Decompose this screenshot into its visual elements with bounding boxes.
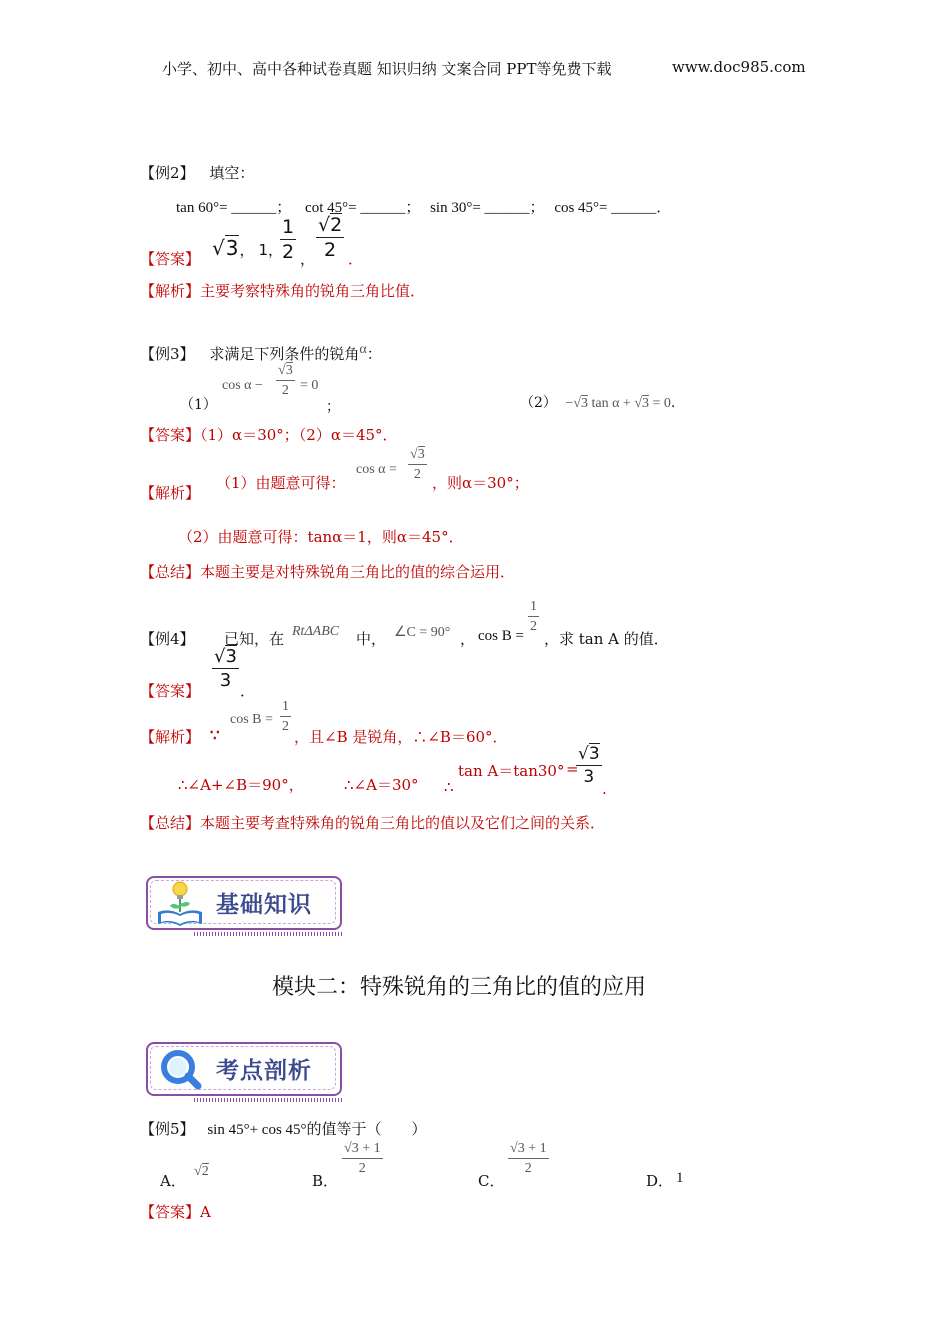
ex3-label: 【例3】 xyxy=(140,345,195,363)
option-b-fraction[interactable]: $\frac{√3 + 1}{2}$ xyxy=(344,1141,381,1176)
ex4-analysis-line2: ∴∠A+∠B＝90°， ∴∠A＝30° ∴ tan A＝tan30° = $\frac{√3}{3}$ . xyxy=(178,744,607,798)
ex3-summary xyxy=(140,561,515,582)
option-b-label[interactable]: B． xyxy=(312,1172,339,1190)
answer-tag: 【答案】 xyxy=(140,250,201,268)
banner-title: 考点剖析 xyxy=(216,1058,312,1084)
ex2-answer-math: √3， 1， xyxy=(212,236,284,260)
ex4-q-mid: 中， xyxy=(356,630,387,648)
analysis-tag: 【解析】 xyxy=(140,728,201,746)
ex3-question: 求满足下列条件的锐角 xyxy=(209,345,360,363)
magnifier-icon xyxy=(154,1046,206,1094)
book-lightbulb-icon xyxy=(152,878,208,932)
ex3-p2-expr: −√3 tan α + √3 = 0 xyxy=(565,396,671,411)
ex3-p1-label: （1） xyxy=(180,397,217,413)
ex5-answer xyxy=(140,1201,211,1222)
answer-tag: 【答案】 xyxy=(140,682,201,700)
ex3-part2: （2） −√3 tan α + √3 = 0. xyxy=(520,395,676,411)
ex3-answer xyxy=(140,424,398,445)
sqrt-symbol: √3 xyxy=(212,236,239,260)
ex4-tan-fraction: $\frac{√3}{3}$ xyxy=(578,744,600,787)
header-bar xyxy=(162,58,806,79)
ex4-cos: cos B = xyxy=(478,628,524,644)
ex2-answer-fraction-half: $\frac{1}{2}$ xyxy=(282,216,295,263)
ex2-analysis-text: 主要考察特殊角的锐角三角比值． xyxy=(200,282,426,300)
ex4-analysis: 【解析】 ∵ cos B = $\frac{1}{2}$ ，且∠B 是锐角，∴∠B＝60°． xyxy=(140,699,508,746)
banner-title: 基础知识 xyxy=(216,892,312,918)
ex4-an-fraction: $\frac{1}{2}$ xyxy=(282,699,289,734)
option-d-label[interactable]: D． xyxy=(646,1172,674,1190)
ex4-an-cos: cos B = xyxy=(230,712,273,727)
ex2-analysis xyxy=(140,280,425,301)
ex4-question: 【例4】 已知，在 RtΔABC 中， ∠C = 90° ， cos B = $\frac{1}{2}$ ，求 tan A 的值． xyxy=(140,599,669,648)
ex3-p2-label: （2） xyxy=(520,395,557,411)
ex5-options xyxy=(160,1136,700,1188)
ex5-label: 【例5】 xyxy=(140,1120,195,1138)
option-a-label[interactable]: A． xyxy=(160,1172,186,1190)
header-text: 小学、初中、高中各种试卷真题 知识归纳 文案合同 PPT等免费下载 xyxy=(162,60,612,78)
ex2-questions xyxy=(176,196,671,217)
ex3-p1-fraction: $\frac{√3}{2}$ xyxy=(278,363,293,398)
ex3-heading: 【例3】 求满足下列条件的锐角α： xyxy=(140,342,382,363)
answer-tag: 【答案】 xyxy=(140,426,201,444)
option-c-label[interactable]: C． xyxy=(478,1172,505,1190)
option-a-value[interactable]: √2 xyxy=(194,1164,209,1179)
banner-basic-knowledge xyxy=(146,876,344,936)
summary-tag: 【总结】 xyxy=(140,563,201,581)
ex3-p1-rhs: = 0 xyxy=(300,378,319,393)
ex4-answer-fraction: $\frac{√3}{3}$ xyxy=(214,646,237,691)
ex2-q3: sin 30°= ______； xyxy=(430,200,545,216)
option-c-fraction[interactable]: $\frac{√3 + 1}{2}$ xyxy=(510,1141,547,1176)
ex2-q2: cot 45°= ______； xyxy=(305,200,421,216)
banner-exam-analysis xyxy=(146,1042,344,1102)
ex4-q-pre: 已知，在 xyxy=(224,630,285,648)
ex3-answer-text: （1）α＝30°；（2）α＝45°． xyxy=(200,426,398,444)
ex2-answer-fraction-root2: $\frac{√2}{2}$ xyxy=(318,214,343,261)
analysis-tag: 【解析】 xyxy=(140,282,201,300)
answer-tag: 【答案】 xyxy=(140,1203,201,1221)
ex3-analysis xyxy=(140,446,560,502)
summary-tag: 【总结】 xyxy=(140,814,201,832)
ex3-analysis1-post: ，则α＝30°； xyxy=(432,474,529,492)
ex4-q-post: ，求 tan A 的值． xyxy=(544,630,669,648)
ex2-q4: cos 45°= ______． xyxy=(554,200,672,216)
ex4-triangle: RtΔABC xyxy=(292,624,340,639)
ex3-analysis1-lhs: cos α = xyxy=(356,462,397,477)
ex2-heading xyxy=(140,162,254,183)
ex5-answer-text: A xyxy=(200,1203,211,1221)
option-d-value[interactable]: 1 xyxy=(676,1170,684,1186)
ex2-label: 【例2】 xyxy=(140,164,195,182)
ex3-analysis2: （2）由题意可得：tanα＝1，则α＝45°． xyxy=(178,528,464,546)
module-title: 模块二：特殊锐角的三角比的值的应用 xyxy=(272,975,647,1000)
ex3-analysis1-pre: （1）由题意可得： xyxy=(216,474,346,492)
analysis-tag: 【解析】 xyxy=(140,484,201,502)
ex4-angle: ∠C = 90° xyxy=(394,625,451,640)
ex4-summary xyxy=(140,812,605,833)
ex3-analysis1-fraction: $\frac{√3}{2}$ xyxy=(410,447,425,482)
ex4-an-post: ，且∠B 是锐角，∴∠B＝60°． xyxy=(294,728,508,746)
ex5-question: sin 45°+ cos 45°的值等于（ ） xyxy=(207,1122,427,1138)
ex4-q-fraction: $\frac{1}{2}$ xyxy=(530,599,537,634)
ex2-q1: tan 60°= ______； xyxy=(176,200,292,216)
ex3-p1-lhs: cos α − xyxy=(222,378,263,393)
ex4-label: 【例4】 xyxy=(140,630,195,648)
ex2-instruction: 填空： xyxy=(209,164,255,182)
ex3-summary-text: 本题主要是对特殊锐角三角比的值的综合运用． xyxy=(200,563,516,581)
header-url[interactable]: www.doc985.com xyxy=(672,58,806,76)
ex3-alpha: α xyxy=(359,342,367,357)
ex4-summary-text: 本题主要考查特殊角的锐角三角比的值以及它们之间的关系． xyxy=(200,814,606,832)
